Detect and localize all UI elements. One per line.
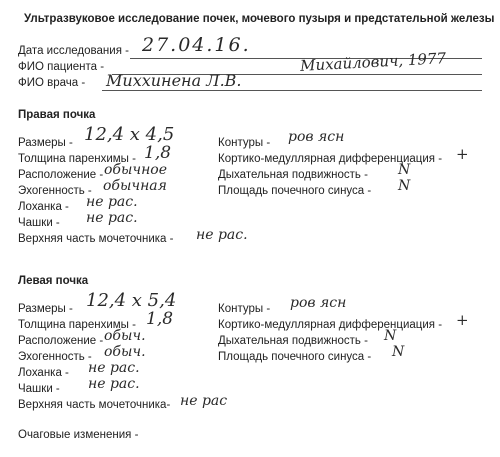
right-cmd-label: Кортико-медуллярная дифференциация - [218,153,443,165]
left-echo-label: Эхогенность - [18,351,92,363]
left-contours-label: Контуры - [218,303,271,315]
right-sinus-handwritten: N [398,178,411,194]
left-parenchyma-label: Толщина паренхимы - [18,319,136,331]
right-parenchyma-handwritten: 1,8 [144,143,172,163]
left-mobility-label: Дыхательная подвижность - [218,335,368,347]
right-location-handwritten: обычное [104,162,168,178]
focal-changes-label: Очаговые изменения - [18,429,139,441]
left-size-handwritten: 12,4 x 5,4 [86,290,177,311]
right-echo-handwritten: обычная [103,178,167,194]
left-ureter-handwritten: не рас [180,393,228,409]
left-pelvis-handwritten: не рас. [88,360,140,376]
right-ureter-handwritten: не рас. [196,227,248,243]
left-kidney-heading: Левая почка [18,275,89,287]
left-sinus-label: Площадь почечного синуса - [218,351,372,363]
left-cmd-handwritten: + [456,311,469,329]
left-parenchyma-handwritten: 1,8 [146,309,174,329]
doctor-line [102,90,482,91]
doctor-handwritten: Миххиненa Л.В. [106,71,242,90]
right-sinus-label: Площадь почечного синуса - [218,185,372,197]
patient-handwritten: Михайлович, 1977 [299,49,447,75]
right-ureter-label: Верхняя часть мочеточника - [18,233,174,245]
left-sinus-handwritten: N [392,344,405,360]
right-cmd-handwritten: + [456,145,469,163]
date-label: Дата исследования - [18,45,129,57]
left-cups-label: Чашки - [18,383,60,395]
doctor-label: ФИО врача - [18,77,86,89]
left-size-label: Размеры - [18,303,73,315]
date-handwritten: 27.04.16. [142,34,251,56]
right-kidney-heading: Правая почка [18,109,96,121]
right-cups-label: Чашки - [18,217,60,229]
right-mobility-label: Дыхательная подвижность - [218,169,368,181]
right-pelvis-handwritten: не рас. [86,194,138,210]
left-mobility-handwritten: N [384,328,397,344]
left-ureter-label: Верхняя часть мочеточника- [18,399,171,411]
left-pelvis-label: Лоханка - [18,367,69,379]
right-contours-label: Контуры - [218,137,271,149]
right-mobility-handwritten: N [398,162,411,178]
right-echo-label: Эхогенность - [18,185,92,197]
left-cups-handwritten: не рас. [88,376,140,392]
patient-label: ФИО пациента - [18,61,105,73]
right-contours-handwritten: ров ясн [288,129,345,145]
right-size-handwritten: 12,4 x 4,5 [84,124,175,145]
right-pelvis-label: Лоханка - [18,201,69,213]
left-contours-handwritten: ров ясн [290,295,347,311]
right-size-label: Размеры - [18,137,73,149]
right-location-label: Расположение - [18,169,104,181]
left-location-label: Расположение - [18,335,104,347]
right-parenchyma-label: Толщина паренхимы - [18,153,136,165]
right-cups-handwritten: не рас. [86,210,138,226]
left-location-handwritten: обыч. [104,328,146,344]
form-title: Ультразвуковое исследование почек, мочевого пузыря и предстательной железы [24,13,495,25]
left-cmd-label: Кортико-медуллярная дифференциация - [218,319,443,331]
left-echo-handwritten: обыч. [104,344,146,360]
